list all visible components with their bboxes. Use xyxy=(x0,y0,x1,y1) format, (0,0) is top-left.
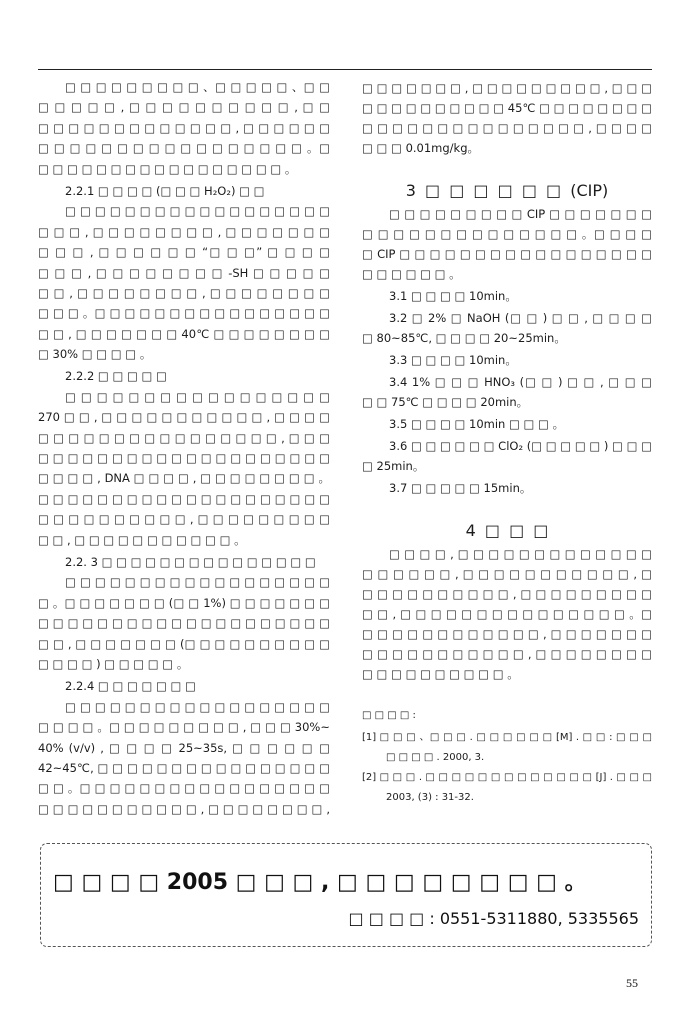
text-line: □ □ □ □ □ □ □ □ □ □ □ □ □ □ 。□ □ □ □ xyxy=(362,227,652,241)
text-line: □ □ □ □ □ □ □ □ □ □ □ □ □ □ □ , □ □ □ □ xyxy=(362,121,652,135)
cleaning-step xyxy=(362,478,652,498)
text-line: □ □ , □ □ □ □ □ □ □ □ □ □ □ □ □ □ □ 。□ xyxy=(362,607,652,621)
text-line: □ □ , □ □ □ □ □ □ □ 40℃ □ □ □ □ □ □ □ □ xyxy=(38,326,330,341)
notice-headline: □ □ □ □ 2005 □ □ □ , □ □ □ □ □ □ □ □ 。 xyxy=(53,870,587,895)
text-line: [1] □ □ □ 、□ □ □ . □ □ □ □ □ □ [M] . □ □ : □ □ □ xyxy=(362,732,652,743)
text-line: □ □ □ □ □ □ □ □ □ □ □ □ □ □ □ □ □ □ □ □ xyxy=(38,451,330,466)
text-line: □ □ □ □ □ □ □ □ □ □ 45℃ □ □ □ □ □ □ □ □ xyxy=(362,101,652,115)
text-line: □ □ □ □ . 2000, 3. xyxy=(386,752,485,763)
text-line: 40% (v/v) , □ □ □ □ 25~35s, □ □ □ □ □ □ xyxy=(38,740,330,755)
text-line: □ □ □ □ □ □ □ □ □ □ □ □ □ □ □ □ □ □ □ □ xyxy=(38,616,330,631)
subsection-body xyxy=(38,387,330,550)
text-line: □ □ □ □ □ □ □ □ □ □ □ □ □ □ □ □ , □ □ □ xyxy=(38,430,330,445)
text-line: 42~45℃, □ □ □ □ □ □ □ □ □ □ □ □ □ □ □ □ xyxy=(38,760,330,775)
text-line: □ □ □ □ □ □ □ □ □ □ □ □ □ □ □ □ □ 。 xyxy=(38,161,297,176)
text-line: □ □ □ □ □ □ □ □ □ □ □ □ □ □ □ □ □ □ xyxy=(65,204,330,219)
text-line: □ □ □ □ □ □ □ □ □ □ □ □ □ □ □ □ □ □ xyxy=(65,699,330,714)
text-line: □ □ □ 0.01mg/kg。 xyxy=(362,141,480,155)
notice-box xyxy=(40,843,652,947)
text-line: 3.7 □ □ □ □ □ 15min。 xyxy=(389,481,532,495)
references-label: □ □ □ □ : xyxy=(362,710,416,721)
reference-entry xyxy=(362,728,652,768)
right-column xyxy=(362,78,652,808)
text-line: □ □ □ , □ □ □ □ □ □ □ □ , □ □ □ □ □ □ □ xyxy=(38,224,330,239)
reference-entry xyxy=(362,768,652,808)
text-line: □ □ □ , □ □ □ □ □ □ □ □ -SH □ □ □ □ □ xyxy=(38,265,330,280)
cleaning-step xyxy=(362,286,652,306)
text-line: □ □ □ □ □ □ □ □ □ □ , □ □ □ □ □ □ □ □ □ xyxy=(362,587,652,601)
text-line: □ □ , □ □ □ □ □ □ □ (□ □ □ □ □ □ □ □ □ □ xyxy=(38,636,330,651)
text-line: □ □ □ , □ □ □ □ □ □ “□ □ □” □ □ □ □ xyxy=(38,245,330,260)
text-line: □ □ , □ □ □ □ □ □ □ □ □ □ □ 。 xyxy=(38,532,246,547)
text-line: □ CIP □ □ □ □ □ □ □ □ □ □ □ □ □ □ □ □ □ xyxy=(362,247,652,261)
text-line: □ □ □ □ □ □ □ □ □ □ □ , □ □ □ □ □ □ □ □ , xyxy=(38,801,330,816)
cleaning-step xyxy=(362,308,652,348)
text-line: 3.2 □ 2% □ NaOH (□ □ ) □ □ , □ □ □ □ xyxy=(389,311,652,325)
text-line: □ □ □ □ □ □ □ □ □ □ □ , □ □ □ □ □ □ □ □ xyxy=(362,647,652,661)
subsection-heading: 2.2. 3 □ □ □ □ □ □ □ □ □ □ □ □ □ □ □ xyxy=(65,554,316,569)
notice-phone: □ □ □ □ : 0551-5311880, 5335565 xyxy=(348,909,639,928)
text-line: □ □ □ □ □ □ , □ □ □ □ □ □ □ □ □ □ □ , □ xyxy=(362,567,652,581)
text-line: 3.3 □ □ □ □ 10min。 xyxy=(389,353,517,367)
text-line: 3.5 □ □ □ □ 10min □ □ □ 。 xyxy=(389,417,565,431)
text-line: □ □ 75℃ □ □ □ □ 20min。 xyxy=(362,395,529,409)
text-line: □ □ □ □ □ □ □ □ □ □ □ □ □ □ □ □ □ 。□ xyxy=(38,141,330,156)
text-line: □ □ □ □ □ □ □ □ □ □ □ □ , □ □ □ □ □ □ □ xyxy=(362,627,652,641)
text-line: □ □ □ □ , DNA □ □ □ □ , □ □ □ □ □ □ □ □ 。 xyxy=(38,471,330,486)
text-line: □ □ □ □ ) □ □ □ □ □ 。 xyxy=(38,656,189,671)
text-line: □ 30% □ □ □ □ 。 xyxy=(38,347,152,362)
cleaning-step xyxy=(362,372,652,412)
text-line: 270 □ □ , □ □ □ □ □ □ □ □ □ □ □ , □ □ □ □ xyxy=(38,410,330,425)
text-line: 2003, (3) : 31-32. xyxy=(386,792,474,803)
text-line: □ □ □ 。□ □ □ □ □ □ □ □ □ □ □ □ □ □ □ □ xyxy=(38,306,330,321)
subsection-heading: 2.2.1 □ □ □ □ (□ □ □ H₂O₂) □ □ xyxy=(65,183,265,198)
text-line: □ □ □ □ □ □ □ □ □ □ 。 xyxy=(362,667,519,681)
text-line: □ □ 。□ □ □ □ □ □ □ □ □ □ □ □ □ □ □ □ □ xyxy=(38,781,330,796)
conclusion-paragraph xyxy=(362,544,652,684)
text-line: □ 。□ □ □ □ □ □ □ (□ □ 1%) □ □ □ □ □ □ □ xyxy=(38,595,330,610)
cleaning-step xyxy=(362,350,652,370)
text-line: □ 25min。 xyxy=(362,459,425,473)
header-rule xyxy=(38,69,652,70)
text-line: 3.6 □ □ □ □ □ □ ClO₂ (□ □ □ □ □ ) □ □ □ xyxy=(389,439,652,453)
continued-paragraph xyxy=(362,78,652,158)
subsection-heading: 2.2.4 □ □ □ □ □ □ □ xyxy=(65,679,196,694)
text-line: 3.1 □ □ □ □ 10min。 xyxy=(389,289,517,303)
text-line: □ □ □ □ □ □ □ □ □ CIP □ □ □ □ □ □ □ xyxy=(389,207,652,221)
subsection-heading: 2.2.2 □ □ □ □ □ xyxy=(65,369,167,384)
text-line: □ □ □ □ □ □ □ □ □ □ □ □ □ , □ □ □ □ □ □ xyxy=(38,120,330,135)
text-line: □ □ , □ □ □ □ □ □ □ □ , □ □ □ □ □ □ □ □ xyxy=(38,285,330,300)
section-heading: 4 □ □ □ xyxy=(465,521,549,540)
text-line: □ □ □ □ □ □ □ □ □ □ □ □ □ □ □ □ □ □ xyxy=(65,575,330,590)
left-column xyxy=(38,77,330,819)
subsection-body xyxy=(38,697,330,819)
text-line: □ □ □ □ , □ □ □ □ □ □ □ □ □ □ □ □ □ xyxy=(389,547,652,561)
subsection-body xyxy=(38,201,330,364)
section-paragraph xyxy=(362,204,652,284)
text-line: [2] □ □ □ . □ □ □ □ □ □ □ □ □ □ □ □ □ [J] . □ □ □ xyxy=(362,772,652,783)
text-line: □ □ □ □ □ □ □ , □ □ □ □ □ □ □ □ □ , □ □ □ xyxy=(362,81,652,95)
page-number: 55 xyxy=(626,976,638,990)
text-line: □ □ □ □ □ , □ □ □ □ □ □ □ □ □ □ , □ □ xyxy=(38,100,330,115)
text-line: □ □ □ □ 。□ □ □ □ □ □ □ □ □ , □ □ □ 30%~ xyxy=(38,720,330,735)
cleaning-step xyxy=(362,436,652,476)
text-line: 3.4 1% □ □ □ HNO₃ (□ □ ) □ □ , □ □ □ xyxy=(389,375,652,389)
section-heading: 3 □ □ □ □ □ □ (CIP) xyxy=(405,181,609,200)
subsection-body xyxy=(38,572,330,674)
text-line: □ □ □ □ □ □ □ □ □ □ □ □ □ □ □ □ □ xyxy=(65,389,330,404)
text-line: □ □ □ □ □ □ 。 xyxy=(362,267,461,281)
cleaning-step xyxy=(362,414,652,434)
text-line: □ □ □ □ □ □ □ □ □ □ □ □ □ □ □ □ □ □ □ □ xyxy=(38,491,330,506)
text-line: □ 80~85℃, □ □ □ □ 20~25min。 xyxy=(362,331,566,345)
intro-paragraph xyxy=(38,77,330,179)
text-line: □ □ □ □ □ □ □ □ □ □ , □ □ □ □ □ □ □ □ □ xyxy=(38,512,330,527)
text-line: □ □ □ □ □ □ □ □ □ 、□ □ □ □ □ 、□ □ xyxy=(65,80,330,94)
